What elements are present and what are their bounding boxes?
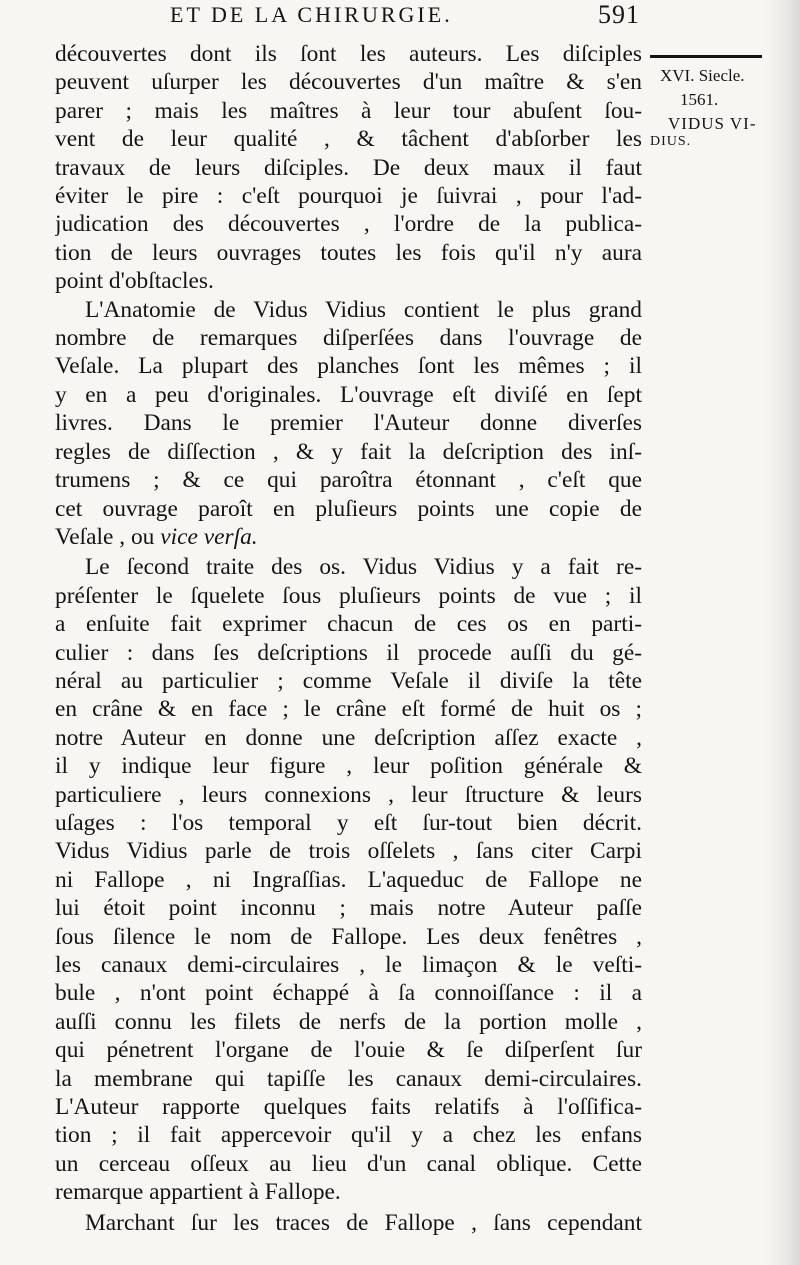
body-text [55,40,642,1237]
text-line: éviter le pire : c'eſt pourquoi je ſuivrai , pour l'ad- [55,183,642,210]
text-line: remarque appartient à Fallope. [55,1179,341,1206]
text-line: tion de leurs ouvrages toutes les fois qu'il n'y aura [55,239,642,266]
text-line: uſages : l'os temporal y eſt ſur-tout bien décrit. [55,809,642,836]
text-line: un cerceau oſſeux au lieu d'un canal oblique. Cette [55,1150,642,1177]
text-line: y en a peu d'originales. L'ouvrage eſt diviſé en ſept [55,381,642,408]
text-line: la membrane qui tapiſſe les canaux demi-circulaires. [55,1065,642,1092]
text-line: néral au particulier ; comme Veſale il diviſe la tête [55,667,642,694]
text-line: Le ſecond traite des os. Vidus Vidius y a fait re- [85,554,642,581]
text-line: qui pénetrent l'organe de l'ouie & ſe diſperſent ſur [55,1037,642,1064]
margin-notes [650,64,780,154]
page-header [170,2,640,32]
text-line: en crâne & en face ; le crâne eſt formé de huit os ; [55,696,642,723]
text-line: point d'obſtacles. [55,268,214,295]
text-line: Vidus Vidius parle de trois oſſelets , ſans citer Carpi [55,838,642,865]
margin-rule [650,55,762,58]
page-edge-shadow [764,0,800,1265]
italic-phrase: vice verſa. [160,523,258,550]
text-line: regles de diſſection , & y fait la deſcription des inſ- [55,438,642,465]
margin-name-continued: DIUS. [650,134,692,149]
text-line: judication des découvertes , l'ordre de la publica- [55,211,642,238]
text-line: cet ouvrage paroît en pluſieurs points une copie de [55,495,642,522]
text-line: il y indique leur figure , leur poſition générale & [55,753,642,780]
text-line: préſenter le ſquelete ſous pluſieurs points de vue ; il [55,582,642,609]
text-line: peuvent uſurper les découvertes d'un maître & s'en [55,69,642,96]
text-line: culier : dans ſes deſcriptions il procede auſſi du gé- [55,639,642,666]
text-line: ni Fallope , ni Ingraſſias. L'aqueduc de Fallope ne [55,866,642,893]
margin-year: 1561. [680,90,719,109]
text-line: nombre de remarques diſperſées dans l'ouvrage de [55,325,642,352]
margin-century: XVI. Siecle. [660,66,745,85]
text-line: particuliere , leurs connexions , leur ſtructure & leurs [55,781,642,808]
text-line-with-italic [55,523,642,551]
text-line: notre Auteur en donne une deſcription aſſez exacte , [55,724,642,751]
text-line: travaux de leurs diſciples. De deux maux il faut [55,154,642,181]
margin-name: VIDUS VI- [668,114,757,133]
page-number: 591 [598,0,640,29]
text-line: tion ; il fait appercevoir qu'il y a chez les enfans [55,1122,642,1149]
text-line: L'Auteur rapporte quelques faits relatifs à l'oſſifica- [55,1094,642,1121]
text-segment: Veſale , ou [55,523,161,550]
text-line: Veſale. La plupart des planches ſont les mêmes ; il [55,353,642,380]
text-line: auſſi connu les filets de nerfs de la portion molle , [55,1008,642,1035]
text-line: L'Anatomie de Vidus Vidius contient le plus grand [85,296,642,323]
text-line: ſous ſilence le nom de Fallope. Les deux fenêtres , [55,923,642,950]
text-line: trumens ; & ce qui paroîtra étonnant , c'eſt que [55,467,642,494]
running-head: ET DE LA CHIRURGIE. [170,2,453,27]
text-line: Marchant ſur les traces de Fallope , ſans cependant [85,1209,642,1236]
text-line: a enſuite fait exprimer chacun de ces os en parti- [55,611,642,638]
text-line: parer ; mais les maîtres à leur tour abuſent ſou- [55,97,642,124]
text-line: livres. Dans le premier l'Auteur donne diverſes [55,410,642,437]
text-line: bule , n'ont point échappé à ſa connoiſſance : il a [55,980,642,1007]
text-line: lui étoit point inconnu ; mais notre Auteur paſſe [55,895,642,922]
text-line: les canaux demi-circulaires , le limaçon & le veſti- [55,952,642,978]
text-line: découvertes dont ils ſont les auteurs. Les diſciples [55,41,642,67]
text-line: vent de leur qualité , & tâchent d'abſorber les [55,126,642,153]
